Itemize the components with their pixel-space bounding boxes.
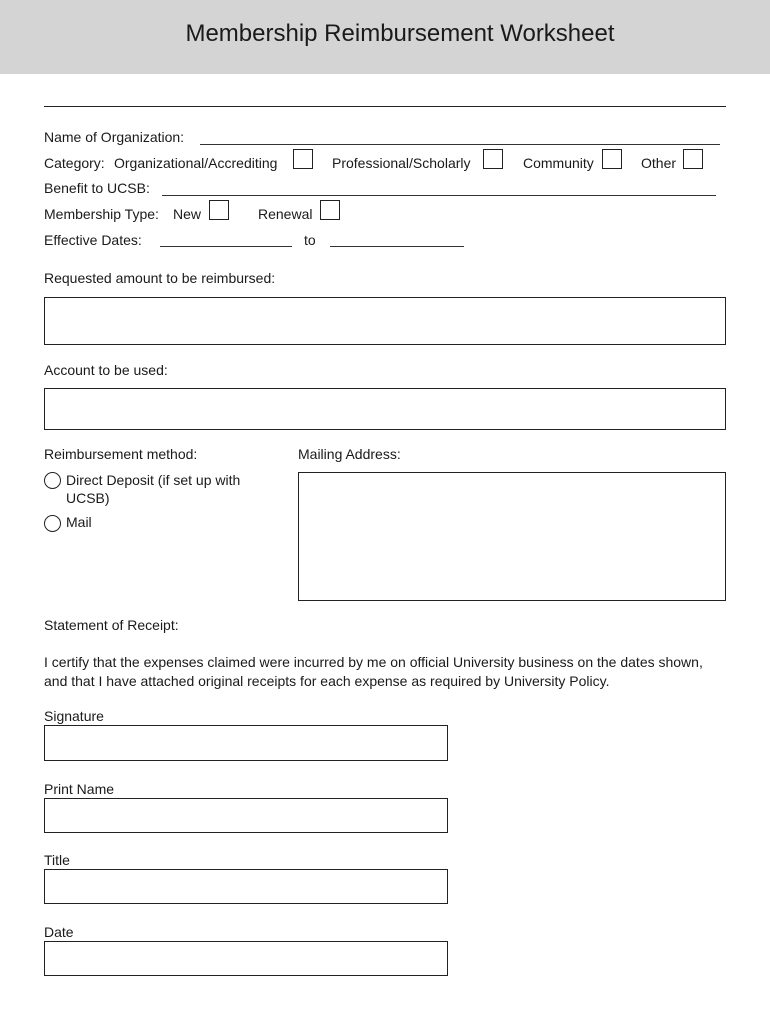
date-field[interactable]: [44, 941, 448, 976]
category-community-checkbox[interactable]: [602, 149, 622, 169]
requested-amount-field[interactable]: [44, 297, 726, 345]
category-option-other-label: Other: [641, 155, 677, 171]
page-title: Membership Reimbursement Worksheet: [185, 20, 615, 47]
top-divider: [44, 106, 726, 107]
mailing-address-label: Mailing Address:: [298, 446, 401, 462]
category-label: Category:: [44, 155, 105, 171]
effective-date-start-line[interactable]: [160, 246, 292, 247]
effective-dates-label: Effective Dates:: [44, 232, 142, 248]
category-organizational-checkbox[interactable]: [293, 149, 313, 169]
organization-label: Name of Organization:: [44, 129, 185, 145]
signature-field[interactable]: [44, 725, 448, 761]
category-option-professional-label: Professional/Scholarly: [332, 155, 471, 171]
membership-type-renewal-label: Renewal: [258, 206, 313, 222]
category-option-community-label: Community: [523, 155, 594, 171]
signature-label: Signature: [44, 708, 104, 724]
benefit-input-line[interactable]: [162, 195, 716, 196]
membership-type-label: Membership Type:: [44, 206, 159, 222]
statement-heading: Statement of Receipt:: [44, 617, 179, 633]
title-label: Title: [44, 852, 70, 868]
account-label: Account to be used:: [44, 362, 168, 378]
print-name-label: Print Name: [44, 781, 115, 797]
category-other-checkbox[interactable]: [683, 149, 703, 169]
direct-deposit-radio[interactable]: [44, 472, 61, 489]
mail-label: Mail: [66, 514, 92, 530]
statement-text: I certify that the expenses claimed were incurred by me on official University business on the dates shown, and that I have attached original receipts for each expense as required by University Policy.: [44, 654, 703, 689]
requested-amount-label: Requested amount to be reimbursed:: [44, 270, 276, 286]
organization-input-line[interactable]: [200, 144, 720, 145]
print-name-field[interactable]: [44, 798, 448, 833]
mailing-address-field[interactable]: [298, 472, 726, 601]
effective-date-end-line[interactable]: [330, 246, 464, 247]
membership-type-new-checkbox[interactable]: [209, 200, 229, 220]
effective-dates-to-label: to: [304, 232, 316, 248]
mail-radio[interactable]: [44, 515, 61, 532]
category-professional-checkbox[interactable]: [483, 149, 503, 169]
date-label: Date: [44, 924, 74, 940]
title-field[interactable]: [44, 869, 448, 904]
account-field[interactable]: [44, 388, 726, 430]
reimbursement-method-label: Reimbursement method:: [44, 446, 198, 462]
category-option-organizational-label: Organizational/Accrediting: [114, 155, 278, 171]
header-bar: [0, 0, 770, 74]
membership-type-new-label: New: [173, 206, 202, 222]
membership-type-renewal-checkbox[interactable]: [320, 200, 340, 220]
benefit-label: Benefit to UCSB:: [44, 180, 150, 196]
direct-deposit-label: Direct Deposit (if set up with UCSB): [66, 472, 241, 506]
